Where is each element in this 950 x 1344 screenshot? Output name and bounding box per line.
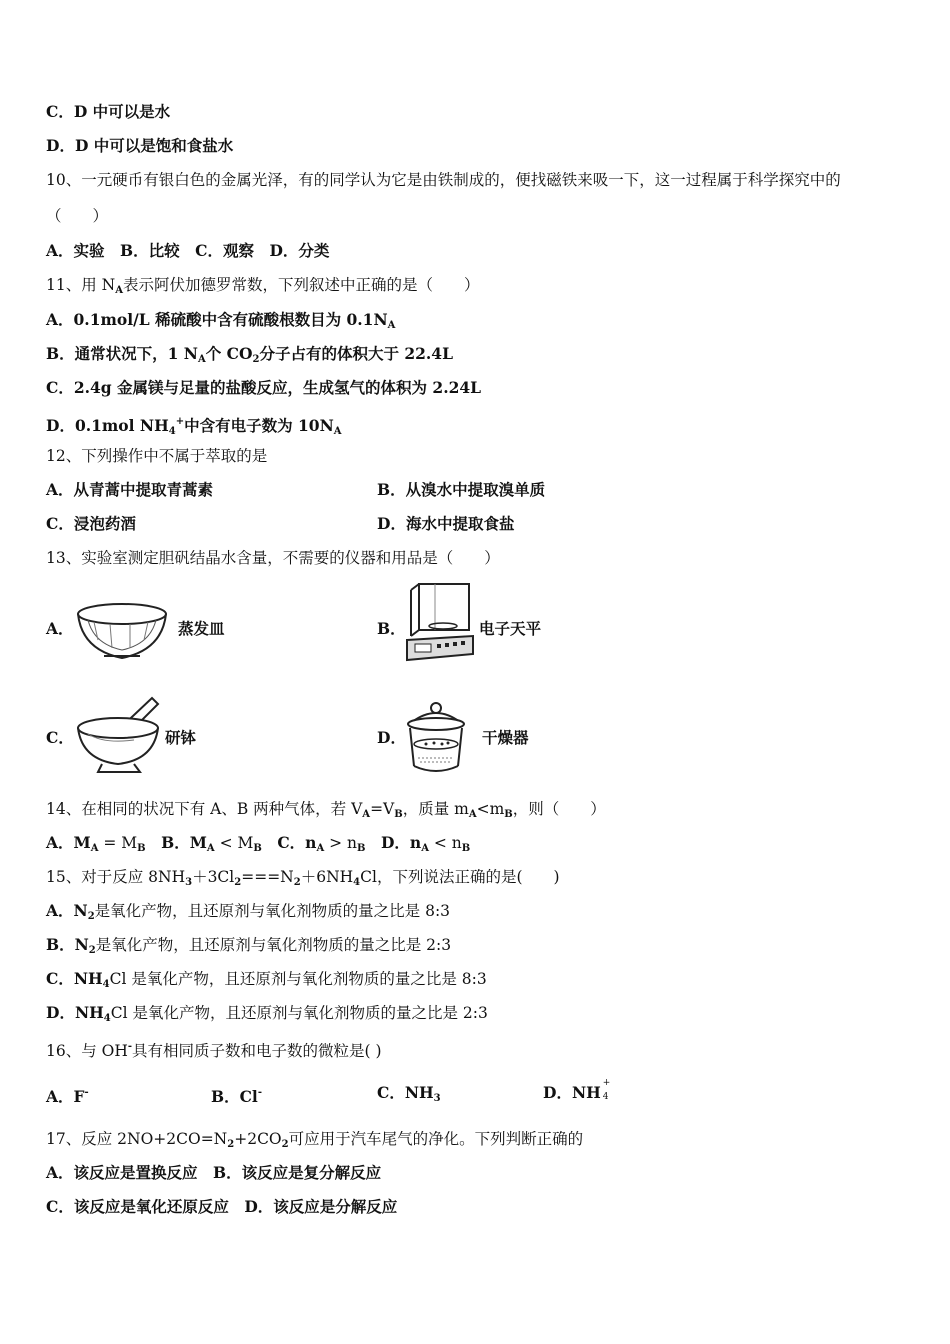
q15-option-d: D．$NH_4Cl$ 是氧化产物，且还原剂与氧化剂物质的量之比是 2:3 — [46, 1003, 488, 1024]
q15-option-a: A．$N_2$是氧化产物，且还原剂与氧化剂物质的量之比是 8:3 — [46, 901, 451, 922]
q10-paren: （ ） — [46, 207, 109, 225]
q12-option-c: C．浸泡药酒 — [46, 514, 136, 533]
q10-options: A．实验 B．比较 C．观察 D．分类 — [46, 241, 330, 260]
q15-option-c: C．$NH_4Cl$ 是氧化产物，且还原剂与氧化剂物质的量之比是 8:3 — [46, 969, 487, 990]
q11-stem: 11、用 $N_A$表示阿伏加德罗常数，下列叙述中正确的是（ ） — [46, 276, 480, 296]
q13-option-d-label: 干燥器 — [482, 728, 529, 747]
q16-option-a: A．F- — [46, 1087, 89, 1106]
q17-options-cd: C．该反应是氧化还原反应 D．该反应是分解反应 — [46, 1197, 398, 1216]
q16-option-b: B．Cl- — [211, 1087, 262, 1106]
q17-options-ab: A．该反应是置换反应 B．该反应是复分解反应 — [46, 1163, 382, 1182]
q13-option-a-letter: A． — [46, 619, 74, 638]
q13-stem: 13、实验室测定胆矾结晶水含量，不需要的仪器和用品是（ ） — [46, 549, 500, 567]
q12-option-d: D．海水中提取食盐 — [377, 514, 515, 533]
q12-stem: 12、下列操作中不属于萃取的是 — [46, 447, 268, 465]
q13-option-d-letter: D． — [377, 728, 406, 747]
q15-stem: 15、对于反应 $8NH_3+3Cl_2===N_2+6NH_4Cl$，下列说法正确的是( ) — [46, 868, 560, 888]
q9-option-d: D．D 中可以是饱和食盐水 — [46, 136, 234, 155]
evaporating-dish-icon — [74, 600, 170, 664]
q16-option-d: D．NH + 4 — [543, 1078, 611, 1102]
q13-option-b-letter: B． — [377, 619, 406, 638]
q17-stem: 17、反应 $2NO+2CO=N_2+2CO_2$可应用于汽车尾气的净化。下列判断正确的 — [46, 1130, 584, 1150]
q11-option-a: A．0.1mol/L 稀硫酸中含有硫酸根数目为 $0.1N_A$ — [46, 310, 396, 331]
q16-stem: 16、与 OH-具有相同质子数和电子数的微粒是( ) — [46, 1041, 382, 1060]
desiccator-icon — [404, 700, 468, 778]
q11-option-d: D．0.1mol $NH_4^+$中含有电子数为 $10N_A$ — [46, 416, 342, 437]
q12-option-a: A．从青蒿中提取青蒿素 — [46, 480, 214, 499]
q9-option-c: C．D 中可以是水 — [46, 102, 171, 121]
q13-option-b-label: 电子天平 — [479, 619, 542, 638]
q13-option-c-letter: C． — [46, 728, 74, 747]
q11-option-b: B．通常状况下，1 $N_A$个 $CO_2$分子占有的体积大于 22.4L — [46, 344, 453, 365]
q13-option-c-label: 研钵 — [165, 728, 197, 747]
q12-option-b: B．从溴水中提取溴单质 — [377, 480, 546, 499]
mortar-and-pestle-icon — [74, 694, 162, 776]
q10-stem: 10、一元硬币有银白色的金属光泽，有的同学认为它是由铁制成的，便找磁铁来吸一下，这一过程属于科学探究中的 — [46, 171, 841, 189]
q11-option-c: C．2.4g 金属镁与足量的盐酸反应，生成氢气的体积为 2.24L — [46, 378, 482, 397]
q14-stem: 14、在相同的状况下有 A、B 两种气体，若 $V_A=V_B$，质量 $m_A<m_B$，则（ ） — [46, 800, 606, 820]
electronic-balance-icon — [405, 580, 475, 664]
q16-option-c: C．$NH_3$ — [377, 1083, 441, 1104]
q13-option-a-label: 蒸发皿 — [178, 619, 225, 638]
q15-option-b: B．$N_2$是氧化产物，且还原剂与氧化剂物质的量之比是 2:3 — [46, 935, 452, 956]
q14-options: A．$M_A = M_B$ B．$M_A < M_B$ C．$n_A > n_B$ D．$n_A < n_B$ — [46, 833, 471, 854]
